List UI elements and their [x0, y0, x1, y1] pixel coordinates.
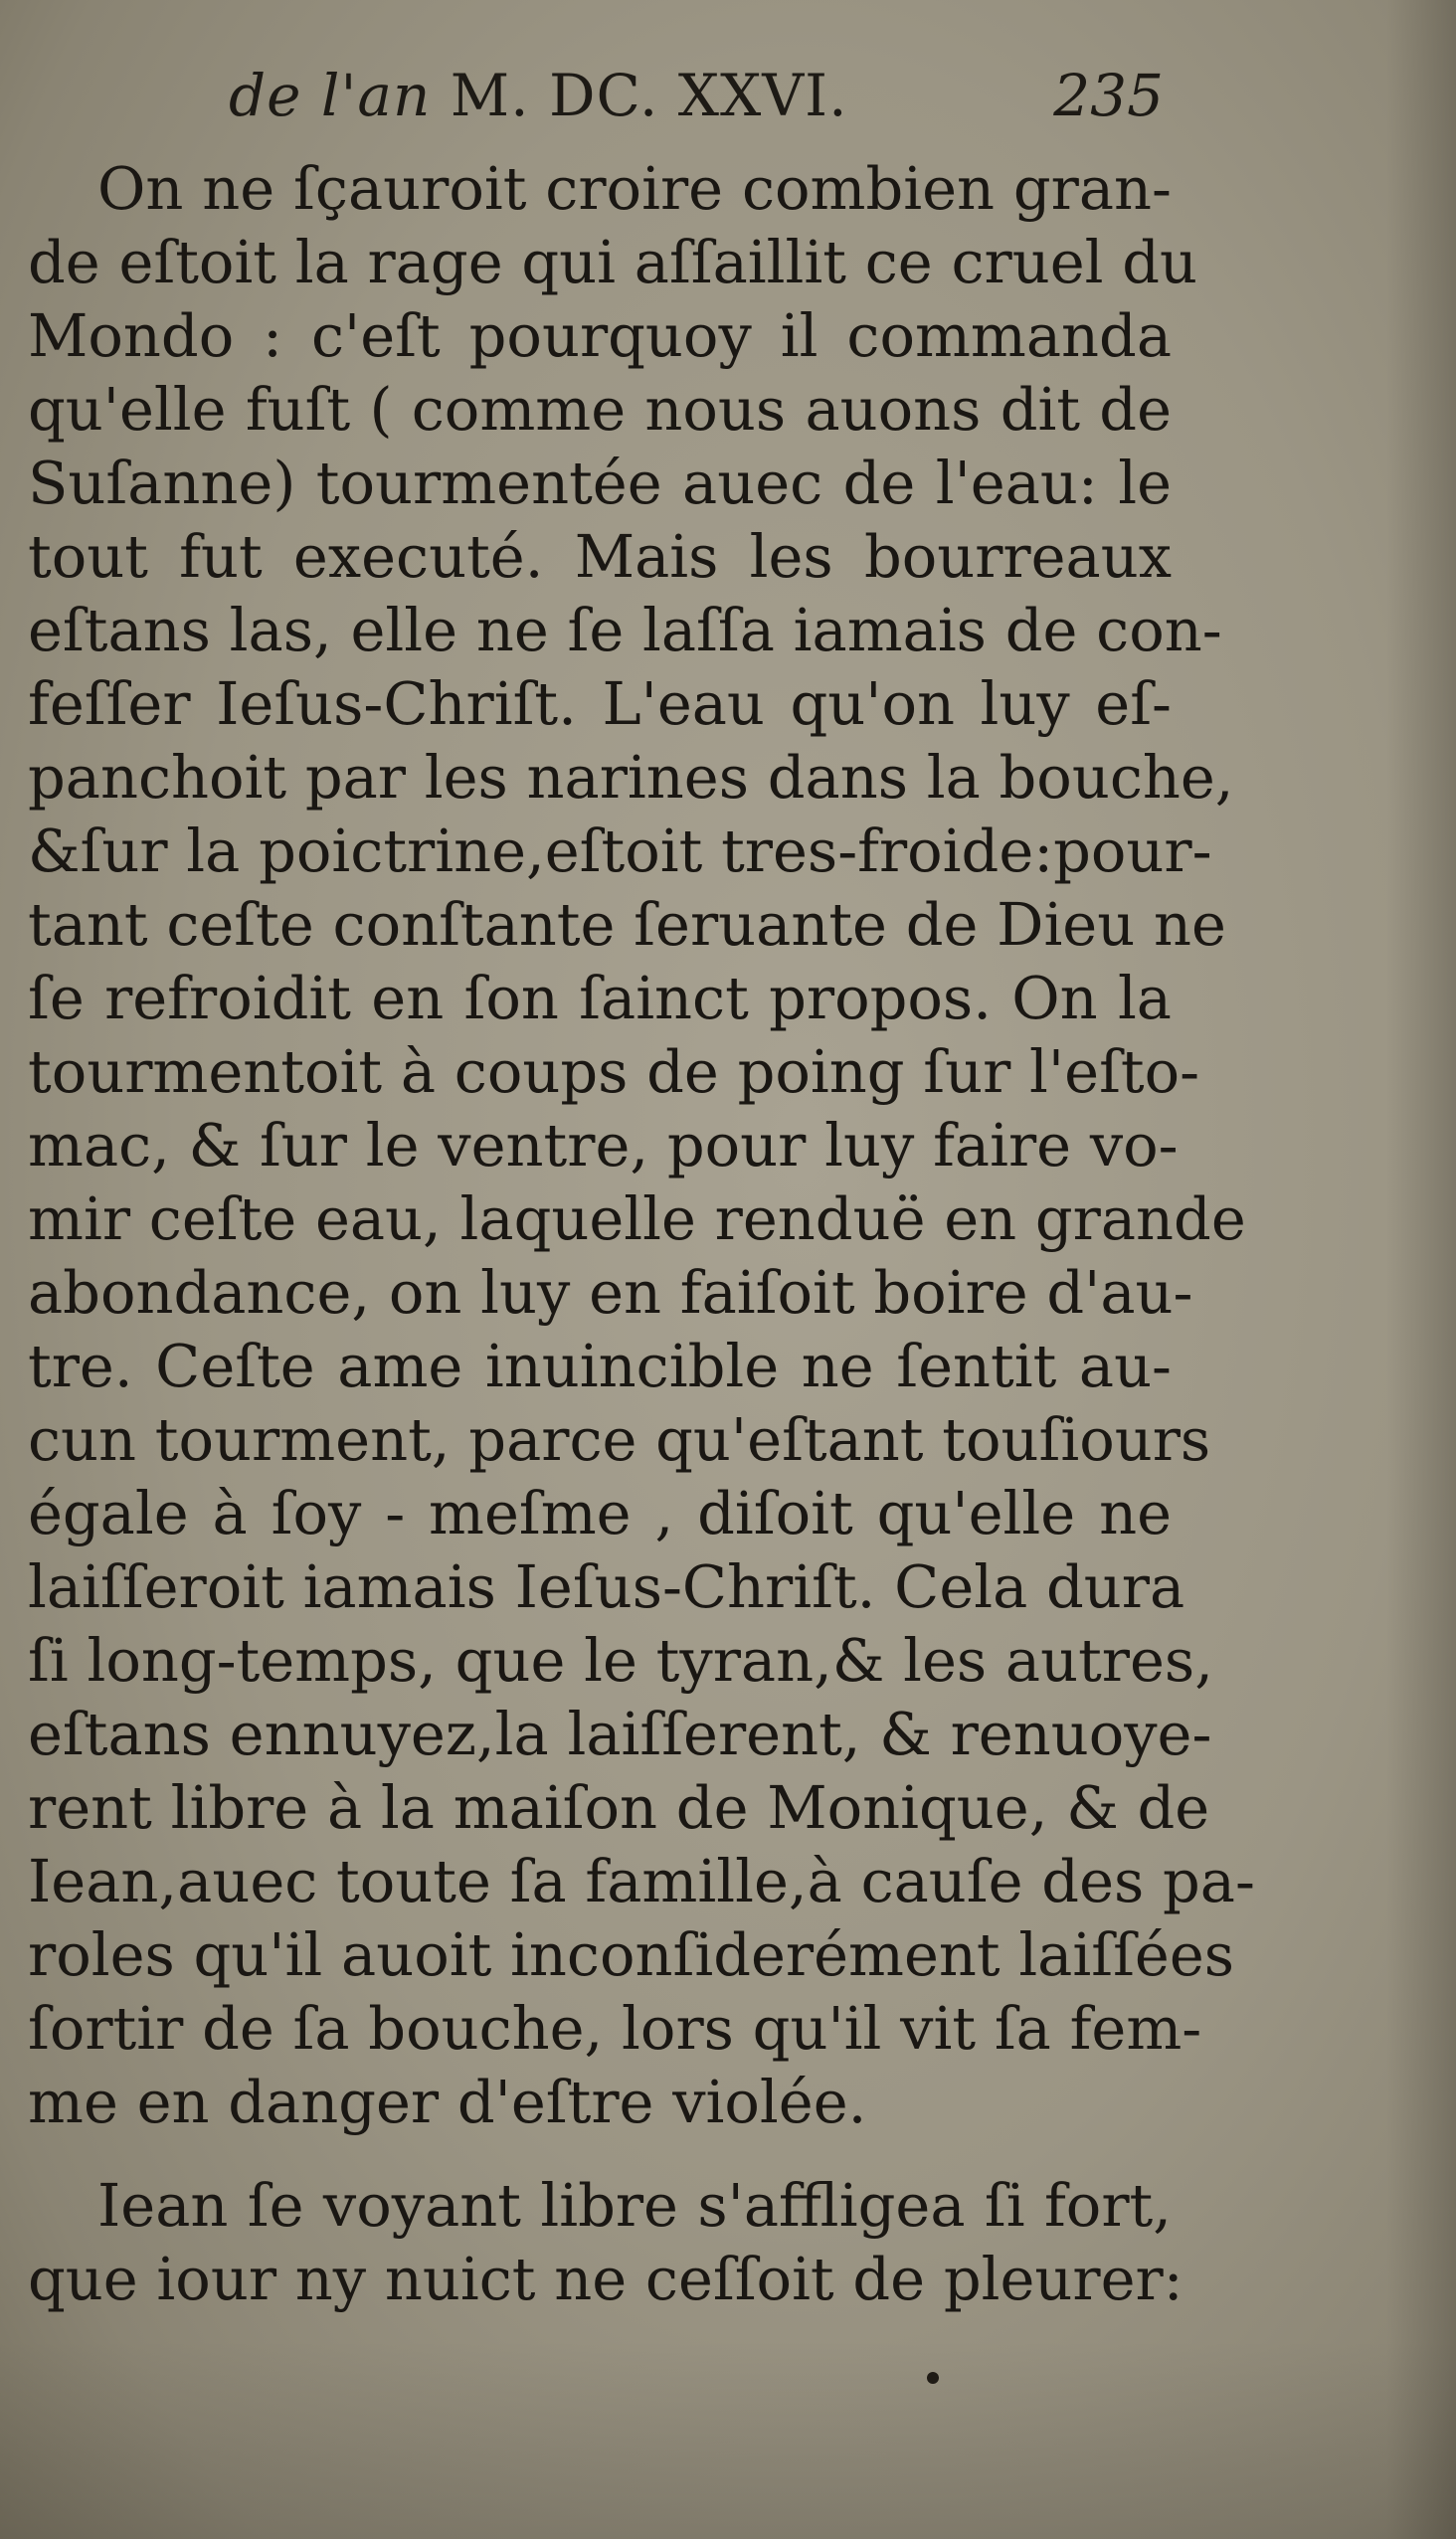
body-text [28, 152, 1255, 2316]
text-line: qu'elle fuſt ( comme nous auons dit de [28, 375, 1172, 444]
text-line: eſtans las, elle ne ſe laſſa iamais de con- [28, 596, 1222, 664]
text-line: On ne ſçauroit croire combien gran- [97, 154, 1172, 223]
text-line: eſtans ennuyez,la laiſſerent, & renuoye- [28, 1700, 1212, 1768]
text-line: Iean,auec toute ſa famille,à cauſe des pa- [28, 1847, 1255, 1915]
text-line: rent libre à la maiſon de Monique, & de [28, 1773, 1210, 1842]
running-title-lead: de l'an [229, 62, 432, 129]
text-line: tre. Ceſte ame inuincible ne ſentit au- [28, 1332, 1172, 1400]
text-line: égale à ſoy - meſme , diſoit qu'elle ne [28, 1479, 1172, 1547]
text-line: me en danger d'eſtre violée. [28, 2068, 867, 2136]
page-shadow-bottom [0, 2340, 1456, 2539]
text-line: Suſanne) tourmentée auec de l'eau: le [28, 449, 1172, 517]
text-line: roles qu'il auoit inconſiderément laiſſées [28, 1920, 1235, 1989]
running-title-date: M. DC. XXVI. [450, 62, 848, 129]
page-number: 235 [1053, 62, 1164, 129]
text-line: tourmentoit à coups de poing ſur l'eſto- [28, 1037, 1200, 1106]
text-line: ſortir de ſa bouche, lors qu'il vit ſa fem- [28, 1994, 1202, 2063]
text-line: cun tourment, parce qu'eſtant touſiours [28, 1405, 1211, 1474]
text-line: ſi long-temps, que le tyran,& les autres, [28, 1626, 1213, 1695]
ink-dot [927, 2372, 939, 2384]
text-line: abondance, on luy en faiſoit boire d'au- [28, 1258, 1193, 1327]
text-line: que iour ny nuict ne ceſſoit de pleurer: [28, 2245, 1183, 2313]
text-line: ſe refroidit en ſon ſainct propos. On la [28, 964, 1172, 1032]
text-line: Iean ſe voyant libre s'affligea ſi fort, [97, 2171, 1172, 2240]
page-shadow-right [1386, 0, 1456, 2539]
text-line: Mondo : c'eſt pourquoy il commanda [28, 301, 1172, 370]
paragraph-gap [28, 2139, 1172, 2169]
text-line: tout fut executé. Mais les bourreaux [28, 522, 1172, 591]
text-line: laiſſeroit iamais Ieſus-Chriſt. Cela dura [28, 1552, 1185, 1621]
text-line: de eſtoit la rage qui aſſaillit ce cruel du [28, 228, 1197, 296]
text-line: mir ceſte eau, laquelle renduë en grande [28, 1184, 1246, 1253]
text-line: &ſur la poictrine,eſtoit tres-froide:pour- [28, 816, 1212, 885]
running-title [229, 62, 848, 129]
text-line: panchoit par les narines dans la bouche, [28, 743, 1234, 812]
text-line: tant ceſte conſtante ſeruante de Dieu ne [28, 890, 1226, 959]
text-line: feſſer Ieſus-Chriſt. L'eau qu'on luy eſ- [28, 669, 1172, 738]
page-header [229, 62, 1164, 151]
text-line: mac, & ſur le ventre, pour luy faire vo- [28, 1111, 1179, 1179]
